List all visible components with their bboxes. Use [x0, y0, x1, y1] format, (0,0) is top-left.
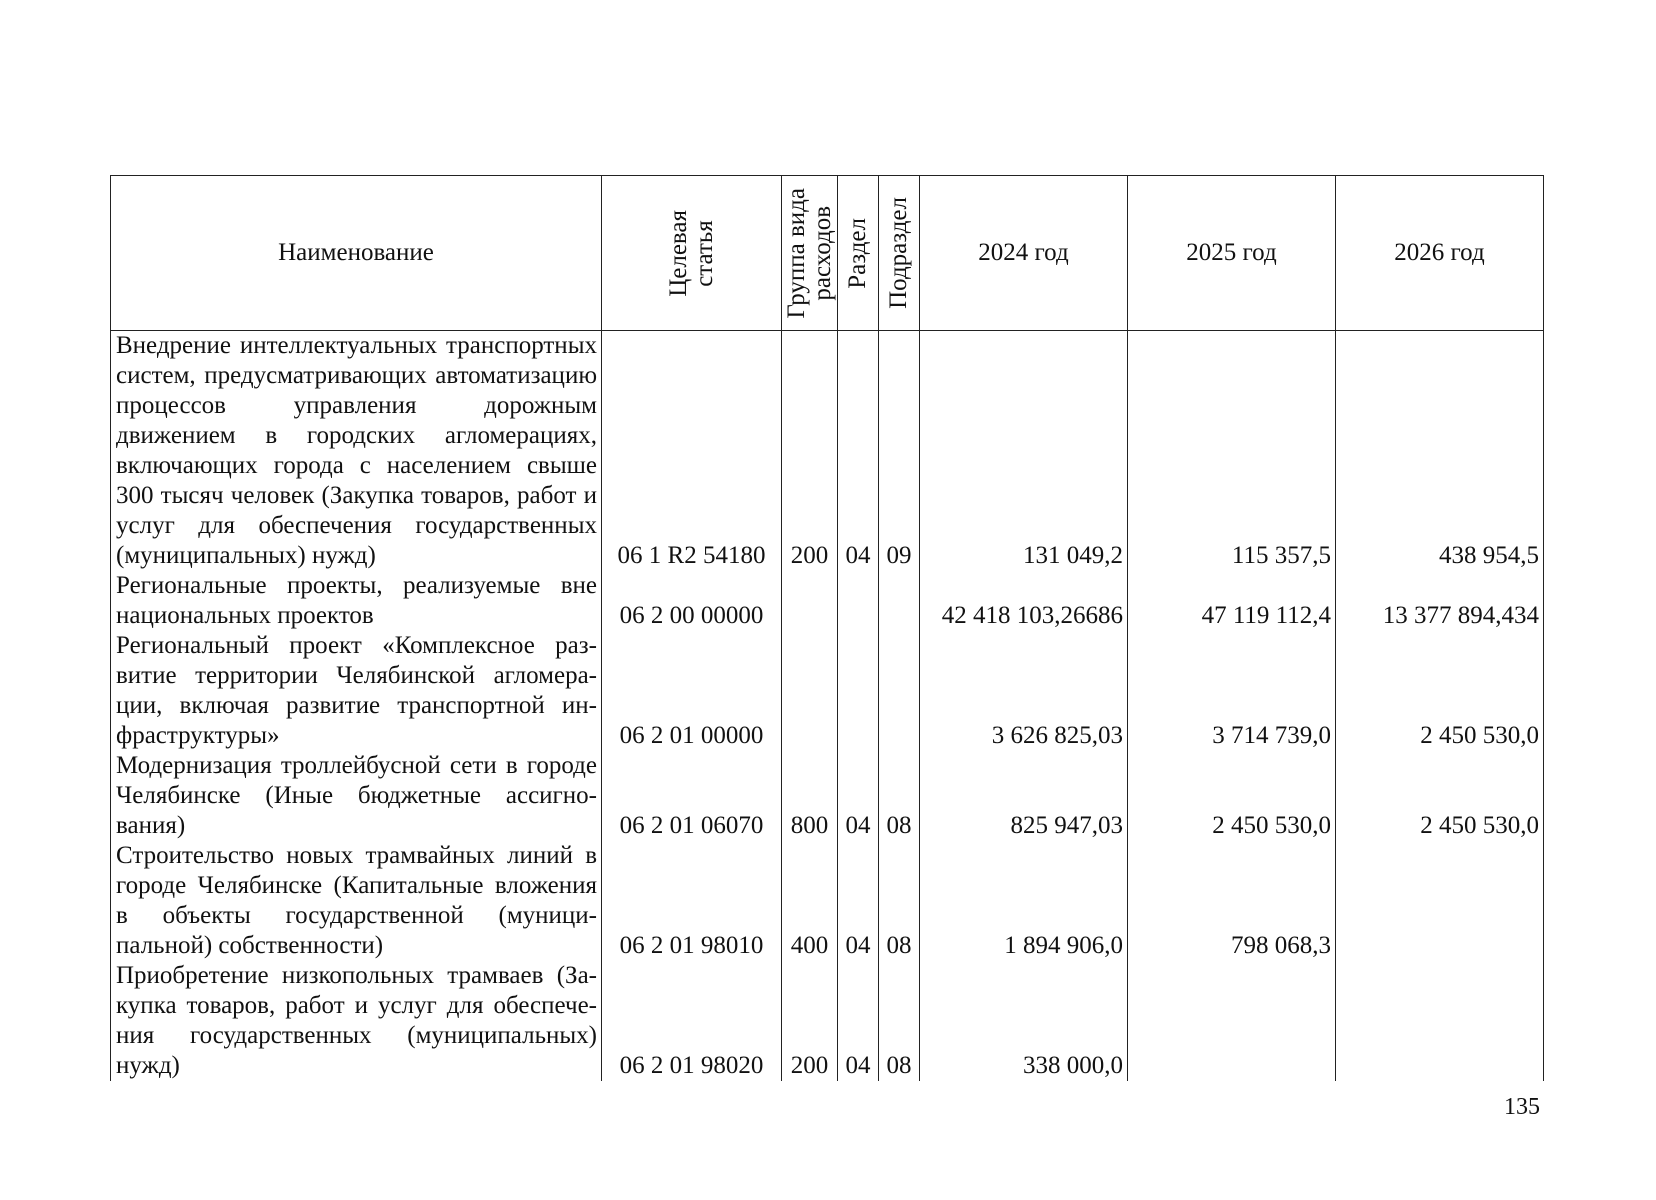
- header-year-2024-label: 2024 год: [978, 239, 1069, 266]
- header-section: [838, 176, 879, 331]
- row-section: [838, 571, 879, 631]
- row-expense-group: 400: [782, 841, 838, 961]
- row-section: 04: [838, 961, 879, 1081]
- header-target-article-label: Целевая статья: [664, 209, 718, 297]
- table-row: [111, 841, 1544, 961]
- row-value-2026: [1336, 961, 1544, 1081]
- row-value-2024: 825 947,03: [920, 751, 1128, 841]
- table-row: [111, 961, 1544, 1081]
- row-section: 04: [838, 331, 879, 572]
- row-value-2025: 115 357,5: [1128, 331, 1336, 572]
- table-row: [111, 631, 1544, 751]
- row-subsection: 08: [879, 961, 920, 1081]
- row-name: Региональные проекты, реализуемые вне национальных проектов: [111, 571, 602, 631]
- row-section: 04: [838, 751, 879, 841]
- row-expense-group: 200: [782, 961, 838, 1081]
- header-subsection: [879, 176, 920, 331]
- header-expense-group-label: Группа вида расходов: [782, 187, 836, 319]
- row-subsection: 08: [879, 751, 920, 841]
- row-name: Строительство новых трамвайных линий в городе Челябинске (Капитальные вложения в объекты государственной (муниципальной) собственности): [111, 841, 602, 961]
- header-section-label: Раздел: [844, 217, 871, 289]
- row-value-2025: 798 068,3: [1128, 841, 1336, 961]
- row-target-article: 06 2 01 98020: [602, 961, 782, 1081]
- row-subsection: [879, 631, 920, 751]
- row-target-article: 06 2 01 06070: [602, 751, 782, 841]
- header-year-2026-label: 2026 год: [1394, 239, 1485, 266]
- header-target-article: [602, 176, 782, 331]
- row-value-2024: 338 000,0: [920, 961, 1128, 1081]
- header-subsection-label: Подраздел: [885, 197, 912, 309]
- row-name: Модернизация троллейбусной сети в городе Челябинске (Иные бюджетные ассигнования): [111, 751, 602, 841]
- header-year-2025-label: 2025 год: [1186, 239, 1277, 266]
- row-name: Приобретение низкопольных трамваев (Закупка товаров, работ и услуг для обеспечения государственных (муниципальных) нужд): [111, 961, 602, 1081]
- header-year-2026: [1336, 176, 1544, 331]
- row-value-2024: 1 894 906,0: [920, 841, 1128, 961]
- row-expense-group: 800: [782, 751, 838, 841]
- row-value-2025: [1128, 961, 1336, 1081]
- row-section: 04: [838, 841, 879, 961]
- budget-table: [110, 175, 1544, 1081]
- table-header-row: [111, 176, 1544, 331]
- page-number: 135: [1504, 1094, 1540, 1120]
- row-value-2024: 131 049,2: [920, 331, 1128, 572]
- header-name: [111, 176, 602, 331]
- row-target-article: 06 2 00 00000: [602, 571, 782, 631]
- row-expense-group: [782, 571, 838, 631]
- table-row: [111, 331, 1544, 572]
- header-year-2025: [1128, 176, 1336, 331]
- row-subsection: [879, 571, 920, 631]
- row-target-article: 06 2 01 00000: [602, 631, 782, 751]
- table-row: [111, 751, 1544, 841]
- row-name: Региональный проект «Комплексное развитие территории Челябинской агломерации, включая развитие транспортной инфраструктуры»: [111, 631, 602, 751]
- row-value-2025: 3 714 739,0: [1128, 631, 1336, 751]
- row-value-2026: 2 450 530,0: [1336, 751, 1544, 841]
- row-value-2024: 42 418 103,26686: [920, 571, 1128, 631]
- row-value-2026: 438 954,5: [1336, 331, 1544, 572]
- row-value-2024: 3 626 825,03: [920, 631, 1128, 751]
- row-value-2026: 13 377 894,434: [1336, 571, 1544, 631]
- row-expense-group: [782, 631, 838, 751]
- row-value-2026: 2 450 530,0: [1336, 631, 1544, 751]
- row-expense-group: 200: [782, 331, 838, 572]
- row-target-article: 06 1 R2 54180: [602, 331, 782, 572]
- row-value-2025: 2 450 530,0: [1128, 751, 1336, 841]
- row-value-2025: 47 119 112,4: [1128, 571, 1336, 631]
- row-subsection: 09: [879, 331, 920, 572]
- row-section: [838, 631, 879, 751]
- row-name: Внедрение интеллектуальных транспортных систем, предусматривающих автоматизацию процессов управления дорожным движением в городских агломерациях, включающих города с населением свыше 300 тысяч человек (Закупка товаров, работ и услуг для обеспечения государственных (муниципальных) нужд): [111, 331, 602, 572]
- header-expense-group: [782, 176, 838, 331]
- table-row: [111, 571, 1544, 631]
- row-subsection: 08: [879, 841, 920, 961]
- row-value-2026: [1336, 841, 1544, 961]
- header-year-2024: [920, 176, 1128, 331]
- row-target-article: 06 2 01 98010: [602, 841, 782, 961]
- header-name-label: Наименование: [278, 239, 434, 266]
